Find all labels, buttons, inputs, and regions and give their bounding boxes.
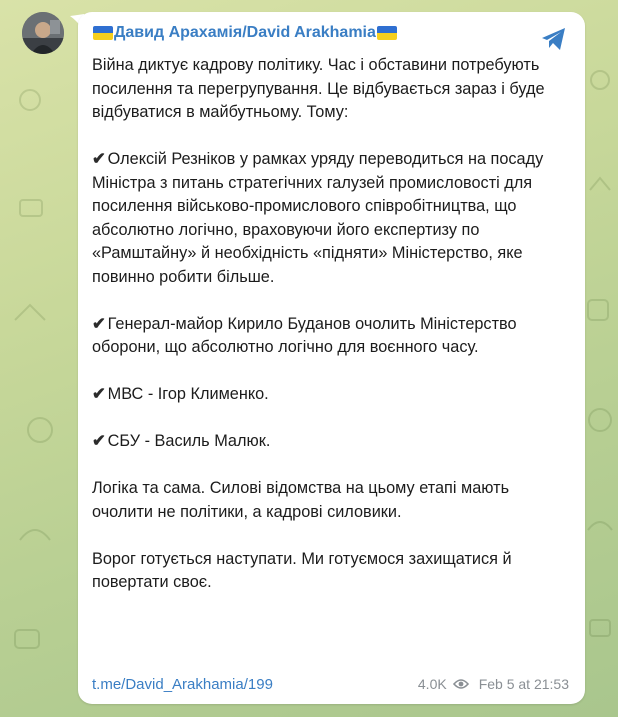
list-item (92, 430, 572, 454)
list-item (92, 313, 572, 360)
list-item-text: СБУ - Василь Малюк. (107, 432, 271, 450)
message-text (92, 54, 572, 618)
eye-icon (453, 678, 469, 690)
channel-author[interactable] (92, 24, 398, 42)
channel-avatar[interactable] (22, 12, 64, 54)
avatar-photo-icon (22, 12, 64, 54)
telegram-share-icon[interactable] (539, 24, 569, 54)
message-bubble (78, 12, 585, 704)
list-item-text: МВС - Ігор Клименко. (107, 385, 269, 403)
check-mark-icon: ✔ (92, 150, 106, 168)
message-intro: Війна диктує кадрову політику. Час і обставини потребують посилення та перегрупування. Це відбувається зараз і буде відбуватися в майбутньому. Тому: (92, 56, 545, 121)
post-link[interactable]: t.me/David_Arakhamia/199 (92, 675, 273, 693)
list-item (92, 383, 572, 407)
ukraine-flag-icon (93, 26, 113, 40)
list-item-text: Олексій Резніков у рамках уряду переводиться на посаду Міністра з питань стратегічних галузей промисловості для посилення військово-промислового співробітництва, що абсолютно логічно, враховуючи його експертизу по «Рамштайну» й необхідність «підняти» Міністерство, яке повинно робити більше. (92, 150, 544, 286)
message-meta (418, 676, 569, 692)
check-mark-icon: ✔ (92, 432, 106, 450)
list-item-text: Генерал-майор Кирило Буданов очолить Міністерство оборони, що абсолютно логічно для воєнного часу. (92, 314, 517, 356)
message-closing-2: Ворог готується наступати. Ми готуємося захищатися й повертати своє. (92, 549, 512, 591)
author-name: Давид Арахамія/David Arakhamia (114, 24, 376, 41)
check-mark-icon: ✔ (92, 314, 106, 333)
timestamp: Feb 5 at 21:53 (478, 676, 569, 692)
view-count: 4.0K (417, 676, 447, 692)
check-mark-icon: ✔ (92, 385, 106, 403)
ukraine-flag-icon (377, 26, 397, 40)
list-item (92, 148, 572, 289)
message-closing-1: Логіка та сама. Силові відомства на цьому етапі мають очолити не політики, а кадрові силовики. (92, 479, 510, 521)
message-footer (92, 674, 569, 694)
